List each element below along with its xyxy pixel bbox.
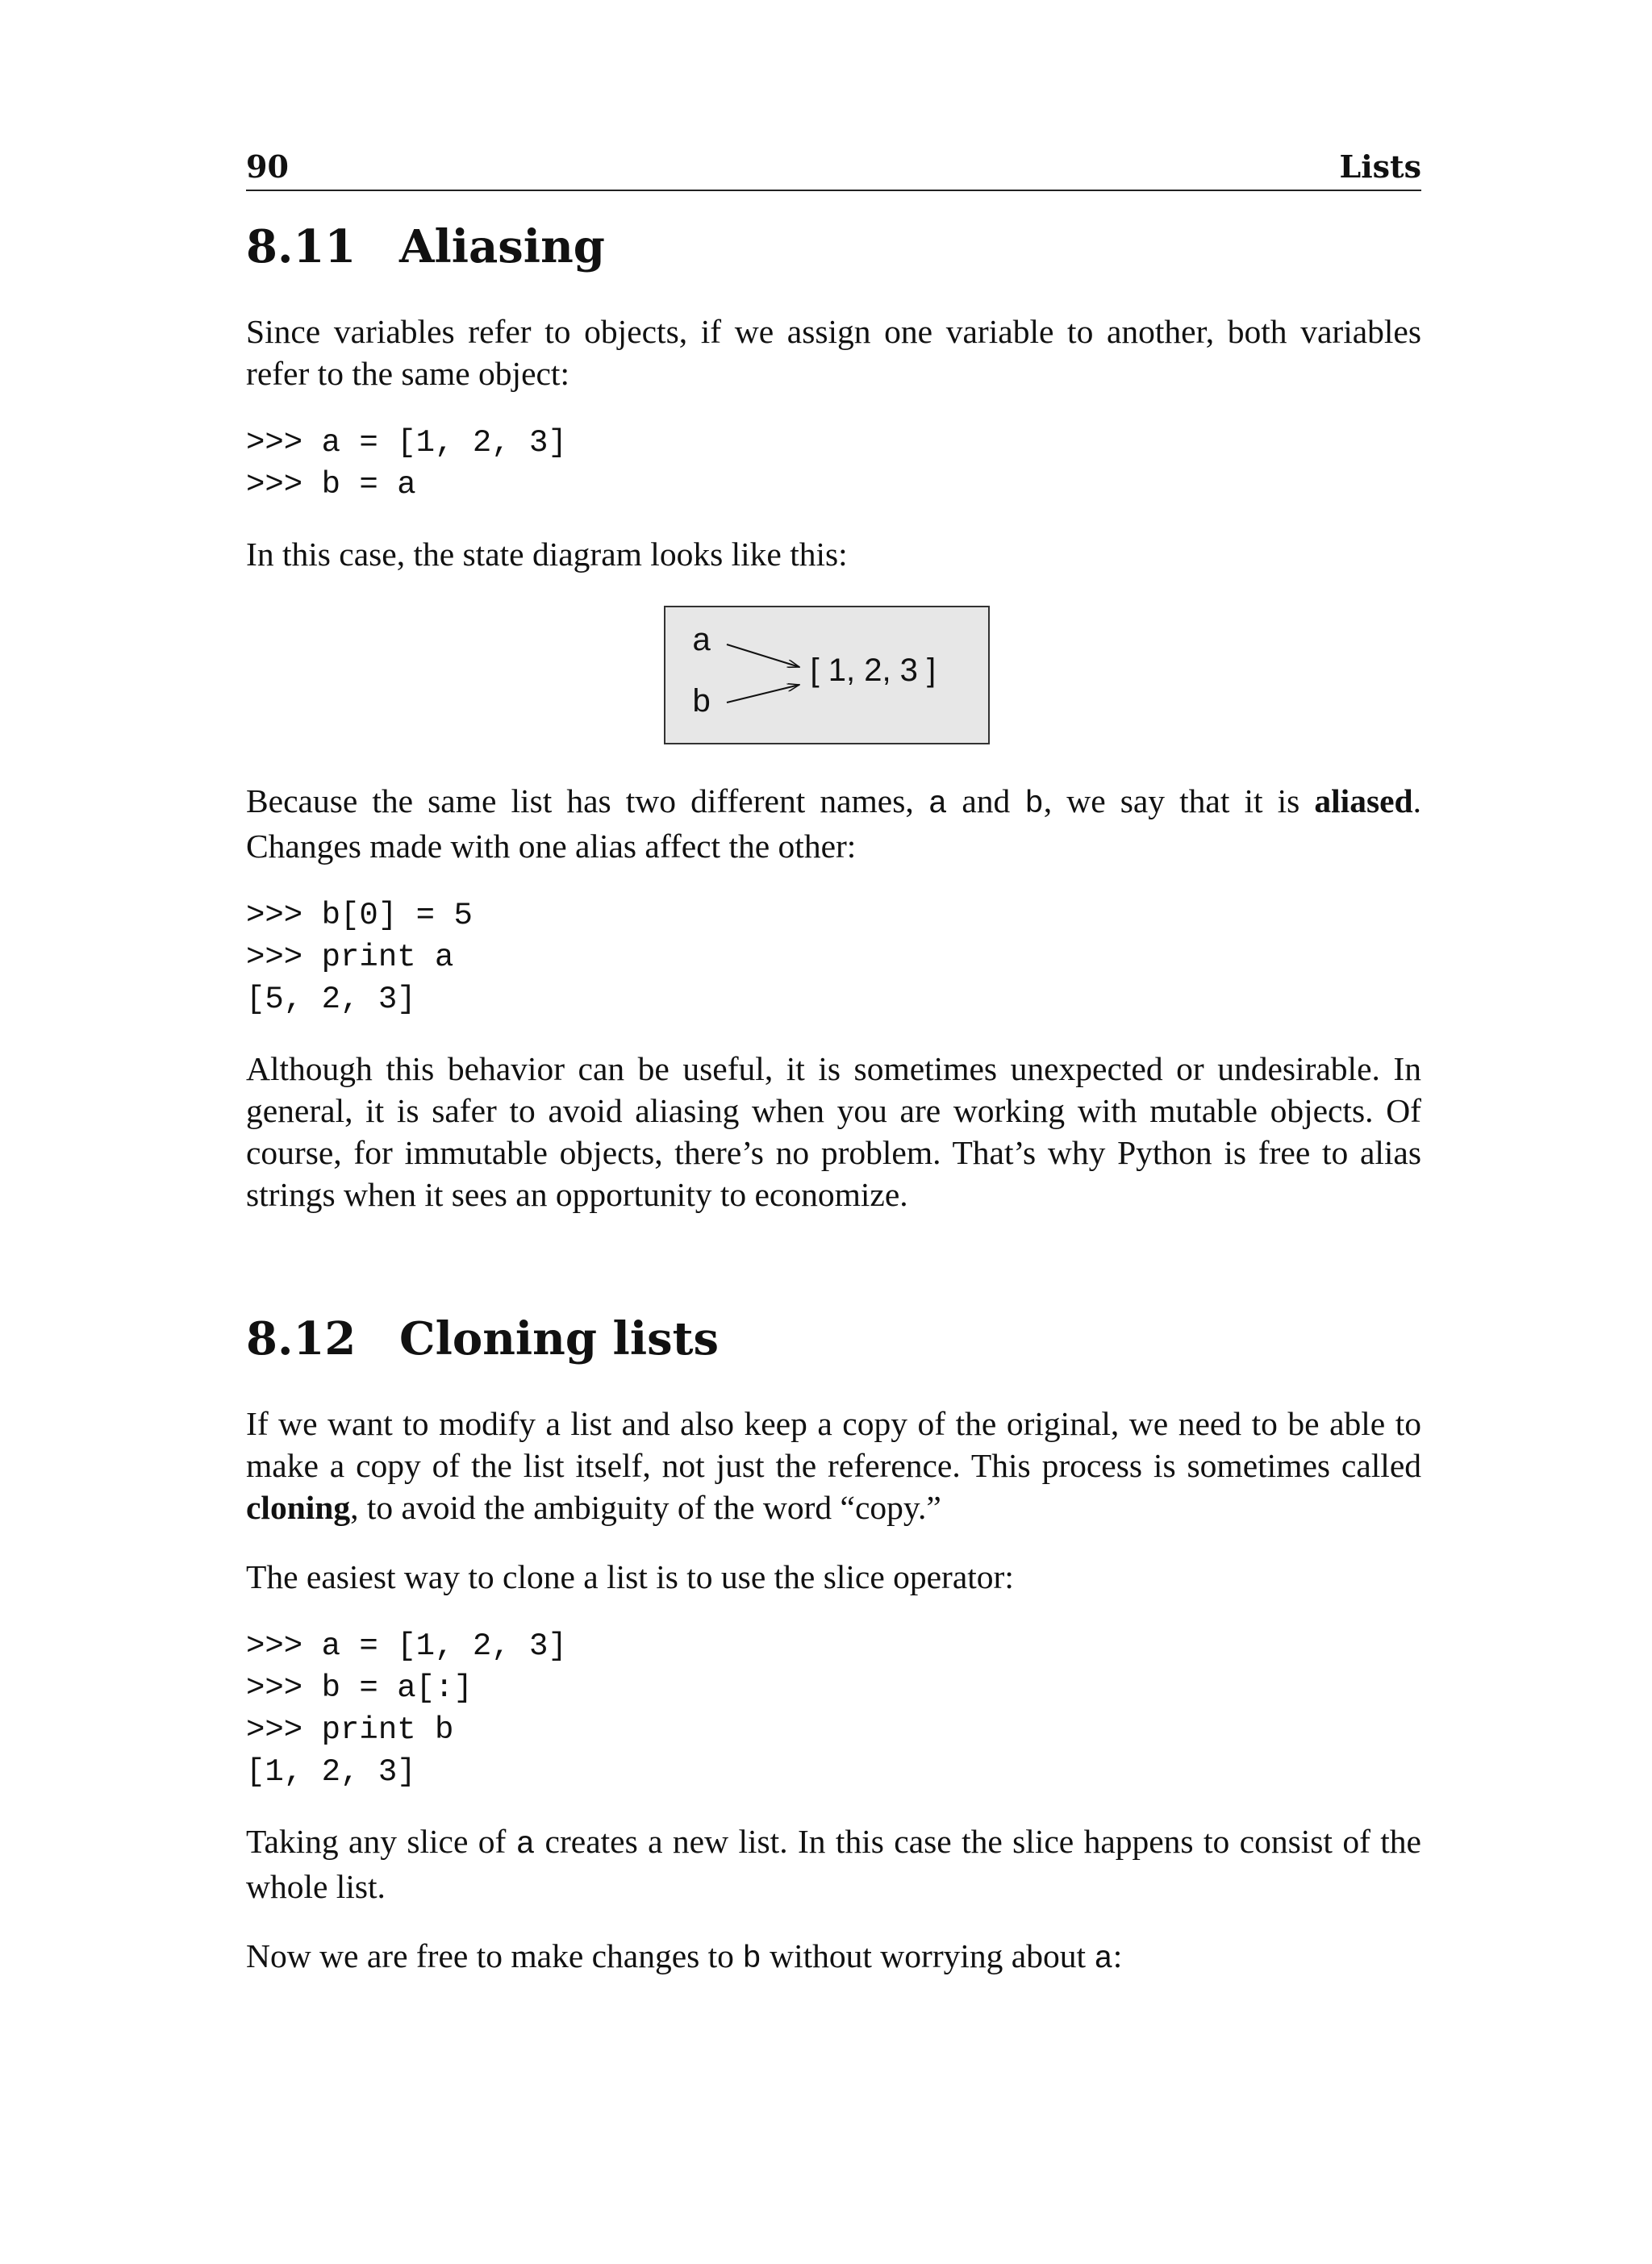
text-run: creates a new list. In this case the slice happens to consist of the whole list. (246, 1823, 1421, 1905)
inline-code: b (742, 1941, 761, 1977)
paragraph-aliased-definition (246, 780, 1421, 867)
text-run: Taking any slice of (246, 1823, 516, 1860)
text-run: . Changes made with one alias affect the other: (246, 782, 1421, 865)
paragraph-aliasing-closing: Although this behavior can be useful, it is sometimes unexpected or undesirable. In general, it is safer to avoid aliasing when you are working with mutable objects. Of course, for immutable objects, there’s no problem. That’s why Python is free to alias strings when it sees an opportunity to economize. (246, 1050, 1421, 1213)
text-run: and (947, 782, 1025, 819)
section-title: Cloning lists (399, 1312, 720, 1365)
diagram-var-b: b (692, 683, 711, 719)
section-title: Aliasing (399, 220, 605, 273)
section-heading-aliasing (246, 219, 1421, 275)
text-run: , to avoid the ambiguity of the word “copy.” (350, 1489, 941, 1526)
text-run: , we say that it is (1043, 782, 1315, 819)
inline-code: a (515, 1827, 536, 1862)
arrow-b-to-list (727, 685, 799, 703)
inline-code: a (928, 786, 948, 822)
section-heading-cloning (246, 1311, 1421, 1367)
diagram-list-value: [ 1, 2, 3 ] (810, 653, 937, 688)
text-run: Because the same list has two different names, (246, 782, 928, 819)
page-number: 90 (246, 148, 289, 185)
paragraph-slice-intro: The easiest way to clone a list is to use the slice operator: (246, 1558, 1014, 1595)
paragraph-aliasing-intro: Since variables refer to objects, if we assign one variable to another, both variables refer to the same object: (246, 313, 1421, 392)
paragraph-state-diagram-intro: In this case, the state diagram looks like this: (246, 536, 848, 573)
inline-code: a (1094, 1941, 1113, 1977)
chapter-title: Lists (1339, 148, 1421, 185)
code-block-clone: >>> a = [1, 2, 3] >>> b = a[:] >>> print b [1, 2, 3] (246, 1628, 567, 1790)
text-run: without worrying about (761, 1937, 1095, 1974)
code-block-mutation: >>> b[0] = 5 >>> print a [5, 2, 3] (246, 898, 473, 1017)
code-block-assign: >>> a = [1, 2, 3] >>> b = a (246, 425, 567, 502)
paragraph-cloning-intro (246, 1403, 1421, 1528)
page (246, 149, 1421, 1980)
running-head (246, 149, 1421, 191)
diagram-var-a: a (692, 622, 711, 657)
text-run: : (1112, 1937, 1123, 1974)
state-diagram-wrapper (246, 606, 1421, 744)
state-diagram (664, 606, 990, 744)
text-run: If we want to modify a list and also keep a copy of the original, we need to be able to make a copy of the list itself, not just the reference. This process is sometimes called (246, 1405, 1421, 1484)
text-run: Now we are free to make changes to (246, 1937, 743, 1974)
section-number: 8.12 (246, 1312, 357, 1365)
arrow-a-to-list (727, 644, 799, 667)
term-aliased: aliased (1314, 782, 1413, 819)
inline-code: b (1024, 786, 1044, 822)
section-number: 8.11 (246, 220, 357, 273)
paragraph-free-to-change (246, 1935, 1421, 1980)
paragraph-slice-explanation (246, 1820, 1421, 1908)
term-cloning: cloning (246, 1489, 351, 1526)
